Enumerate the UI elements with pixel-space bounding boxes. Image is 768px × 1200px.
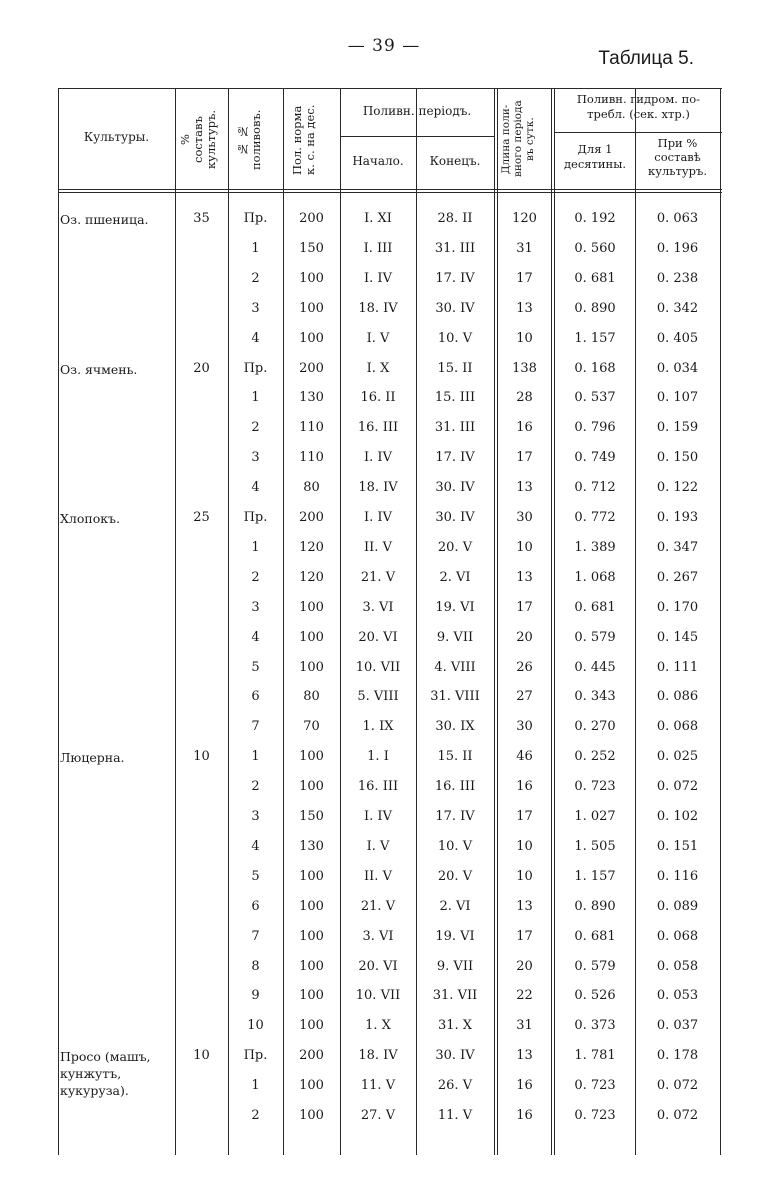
- norm-cell: 100: [299, 958, 324, 974]
- demand-per-des-cell: 1. 068: [574, 569, 616, 585]
- length-cell: 22: [516, 988, 533, 1004]
- end-cell: 31. X: [437, 1018, 473, 1034]
- norm-cell: 80: [303, 480, 320, 496]
- start-cell: 18. IV: [358, 480, 398, 496]
- end-cell: 9. VII: [436, 629, 474, 645]
- norm-cell: 100: [299, 1108, 324, 1123]
- demand-per-des-cell: 0. 681: [574, 928, 616, 944]
- demand-per-des-cell: 0. 252: [574, 749, 616, 765]
- end-cell: 15. II: [437, 749, 473, 765]
- demand-per-share-cell: 0. 178: [656, 1048, 699, 1064]
- demand-per-des-cell: 1. 389: [574, 539, 616, 555]
- length-cell: 13: [516, 1048, 533, 1064]
- demand-per-des-cell: 0. 537: [574, 390, 616, 406]
- start-cell: 16. II: [360, 390, 396, 406]
- demand-per-des-cell: 0. 681: [574, 270, 616, 286]
- irrigation-no-cell: 2: [251, 779, 260, 795]
- demand-per-share-cell: 0. 116: [656, 868, 699, 884]
- length-cell: 138: [512, 360, 537, 376]
- norm-cell: 200: [299, 1048, 324, 1064]
- length-cell: 17: [516, 270, 533, 286]
- end-cell: 31. VII: [432, 988, 478, 1004]
- demand-per-des-cell: 0. 579: [574, 629, 616, 645]
- start-cell: I. V: [366, 838, 390, 854]
- norm-cell: 80: [303, 689, 320, 705]
- length-cell: 30: [516, 719, 533, 735]
- irrigation-no-cell: 2: [251, 1108, 260, 1123]
- end-cell: 2. VI: [439, 898, 471, 914]
- end-cell: 17. IV: [435, 809, 475, 824]
- irrigation-no-cell: 5: [251, 868, 260, 884]
- norm-cell: 100: [299, 928, 324, 944]
- demand-per-des-cell: 1. 157: [574, 868, 616, 884]
- irrigation-no-cell: 7: [251, 719, 260, 735]
- end-cell: 11. V: [437, 1108, 473, 1123]
- end-cell: 30. IV: [435, 300, 475, 316]
- share-cell: 20: [193, 360, 210, 376]
- length-cell: 17: [516, 809, 533, 824]
- demand-per-des-cell: 1. 157: [574, 330, 616, 346]
- header-demand: Поливн. гидром. по- требл. (сек. хтр.): [576, 92, 701, 121]
- start-cell: 11. V: [360, 1078, 396, 1094]
- page-number: — 39 —: [347, 36, 421, 56]
- demand-per-share-cell: 0. 267: [656, 569, 699, 585]
- demand-per-share-cell: 0. 072: [656, 1078, 699, 1094]
- start-cell: 3. VI: [362, 599, 394, 615]
- demand-per-share-cell: 0. 053: [656, 988, 699, 1004]
- demand-per-des-cell: 1. 781: [574, 1048, 616, 1064]
- norm-cell: 200: [299, 360, 324, 376]
- demand-per-share-cell: 0. 122: [656, 480, 699, 496]
- norm-cell: 100: [299, 1018, 324, 1034]
- length-cell: 30: [516, 510, 533, 525]
- header-start: Начало.: [352, 154, 404, 168]
- start-cell: 20. VI: [358, 629, 398, 645]
- demand-per-share-cell: 0. 151: [656, 838, 699, 854]
- crop-cell: Люцерна.: [60, 750, 125, 766]
- header-per-share: При % составѣ культуръ.: [648, 136, 707, 178]
- end-cell: 17. IV: [435, 270, 475, 286]
- start-cell: 21. V: [360, 569, 396, 585]
- length-cell: 10: [516, 868, 533, 884]
- length-cell: 13: [516, 569, 533, 585]
- length-cell: 16: [516, 420, 533, 436]
- length-cell: 17: [516, 599, 533, 615]
- end-cell: 20. V: [437, 868, 473, 884]
- demand-per-share-cell: 0. 193: [656, 510, 699, 525]
- demand-per-share-cell: 0. 058: [656, 958, 699, 974]
- length-cell: 46: [516, 749, 533, 765]
- demand-per-share-cell: 0. 170: [656, 599, 699, 615]
- demand-per-des-cell: 1. 027: [574, 809, 616, 824]
- start-cell: 18. IV: [358, 1048, 398, 1064]
- demand-per-des-cell: 0. 723: [574, 1078, 616, 1094]
- demand-per-share-cell: 0. 037: [656, 1018, 699, 1034]
- share-cell: 10: [193, 1048, 210, 1064]
- length-cell: 16: [516, 1108, 533, 1123]
- norm-cell: 100: [299, 779, 324, 795]
- norm-cell: 100: [299, 659, 324, 675]
- demand-per-des-cell: 0. 796: [574, 420, 616, 436]
- start-cell: 21. V: [360, 898, 396, 914]
- demand-per-share-cell: 0. 342: [656, 300, 699, 316]
- header-irrigation-no: № № поливовъ.: [236, 109, 263, 171]
- demand-per-share-cell: 0. 072: [656, 1108, 699, 1123]
- length-cell: 10: [516, 330, 533, 346]
- length-cell: 26: [516, 659, 533, 675]
- demand-per-des-cell: 0. 560: [574, 240, 616, 256]
- start-cell: 27. V: [360, 1108, 396, 1123]
- length-cell: 13: [516, 300, 533, 316]
- end-cell: 17. IV: [435, 450, 475, 466]
- demand-per-share-cell: 0. 159: [656, 420, 699, 436]
- irrigation-no-cell: 1: [251, 539, 260, 555]
- irrigation-no-cell: 4: [251, 480, 260, 496]
- demand-per-share-cell: 0. 405: [656, 330, 699, 346]
- norm-cell: 200: [299, 510, 324, 525]
- irrigation-no-cell: 4: [251, 629, 260, 645]
- demand-per-des-cell: 0. 890: [574, 898, 616, 914]
- irrigation-no-cell: Пр.: [243, 360, 268, 376]
- length-cell: 31: [516, 1018, 533, 1034]
- table-label: Таблица 5.: [598, 48, 694, 69]
- header-period: Поливн. періодъ.: [362, 104, 472, 118]
- demand-per-des-cell: 0. 270: [574, 719, 616, 735]
- crop-cell: Просо (машъ, кунжутъ, кукуруза).: [60, 1049, 151, 1099]
- header-share: % составъ культуръ.: [178, 110, 218, 170]
- header-crop: Культуры.: [83, 130, 150, 144]
- norm-cell: 100: [299, 749, 324, 765]
- length-cell: 17: [516, 450, 533, 466]
- end-cell: 31. VIII: [430, 689, 480, 705]
- norm-cell: 100: [299, 988, 324, 1004]
- demand-per-share-cell: 0. 102: [656, 809, 699, 824]
- demand-per-share-cell: 0. 063: [656, 211, 699, 226]
- irrigation-no-cell: 1: [251, 749, 260, 765]
- start-cell: I. X: [366, 360, 390, 376]
- demand-per-share-cell: 0. 025: [656, 749, 699, 765]
- norm-cell: 120: [299, 539, 324, 555]
- demand-per-des-cell: 0. 712: [574, 480, 616, 496]
- irrigation-no-cell: 2: [251, 569, 260, 585]
- irrigation-no-cell: 3: [251, 809, 260, 824]
- demand-per-des-cell: 0. 526: [574, 988, 616, 1004]
- norm-cell: 120: [299, 569, 324, 585]
- demand-per-share-cell: 0. 107: [656, 390, 699, 406]
- length-cell: 27: [516, 689, 533, 705]
- demand-per-des-cell: 0. 723: [574, 779, 616, 795]
- header-length: Длина поли- вного періода въ сутк.: [500, 100, 536, 178]
- start-cell: I. IV: [364, 809, 392, 824]
- demand-per-share-cell: 0. 196: [656, 240, 699, 256]
- header-norm: Пол. норма к. с. на дес.: [290, 104, 317, 176]
- start-cell: I. IV: [364, 450, 392, 466]
- start-cell: 10. VII: [355, 659, 401, 675]
- end-cell: 30. IV: [435, 1048, 475, 1064]
- norm-cell: 100: [299, 868, 324, 884]
- norm-cell: 100: [299, 300, 324, 316]
- end-cell: 15. II: [437, 360, 473, 376]
- start-cell: 18. IV: [358, 300, 398, 316]
- irrigation-no-cell: 4: [251, 838, 260, 854]
- start-cell: 20. VI: [358, 958, 398, 974]
- norm-cell: 110: [299, 450, 324, 466]
- end-cell: 2. VI: [439, 569, 471, 585]
- start-cell: II. V: [364, 539, 392, 555]
- start-cell: 1. I: [367, 749, 389, 765]
- irrigation-no-cell: 9: [251, 988, 260, 1004]
- demand-per-share-cell: 0. 145: [656, 629, 699, 645]
- irrigation-no-cell: Пр.: [243, 1048, 268, 1064]
- demand-per-share-cell: 0. 111: [656, 659, 699, 675]
- start-cell: I. XI: [364, 211, 392, 226]
- crop-cell: Хлопокъ.: [60, 511, 120, 526]
- norm-cell: 100: [299, 330, 324, 346]
- demand-per-share-cell: 0. 068: [656, 719, 699, 735]
- start-cell: I. IV: [364, 270, 392, 286]
- irrigation-no-cell: 5: [251, 659, 260, 675]
- demand-per-des-cell: 0. 890: [574, 300, 616, 316]
- data-table: [58, 88, 722, 1155]
- irrigation-no-cell: Пр.: [243, 211, 268, 226]
- demand-per-des-cell: 0. 681: [574, 599, 616, 615]
- share-cell: 25: [193, 510, 210, 525]
- irrigation-no-cell: 4: [251, 330, 260, 346]
- end-cell: 16. III: [434, 779, 476, 795]
- irrigation-no-cell: 2: [251, 420, 260, 436]
- demand-per-share-cell: 0. 068: [656, 928, 699, 944]
- length-cell: 20: [516, 629, 533, 645]
- end-cell: 10. V: [437, 838, 473, 854]
- demand-per-share-cell: 0. 034: [656, 360, 699, 376]
- end-cell: 4. VIII: [434, 659, 476, 675]
- end-cell: 30. IV: [435, 510, 475, 525]
- share-cell: 10: [193, 749, 210, 765]
- norm-cell: 130: [299, 390, 324, 406]
- norm-cell: 100: [299, 1078, 324, 1094]
- irrigation-no-cell: 6: [251, 898, 260, 914]
- share-cell: 35: [193, 211, 210, 226]
- end-cell: 20. V: [437, 539, 473, 555]
- length-cell: 20: [516, 958, 533, 974]
- demand-per-share-cell: 0. 150: [656, 450, 699, 466]
- norm-cell: 70: [303, 719, 320, 735]
- norm-cell: 200: [299, 211, 324, 226]
- irrigation-no-cell: 8: [251, 958, 260, 974]
- end-cell: 28. II: [437, 211, 473, 226]
- irrigation-no-cell: 6: [251, 689, 260, 705]
- norm-cell: 100: [299, 629, 324, 645]
- length-cell: 120: [512, 211, 537, 226]
- irrigation-no-cell: 3: [251, 599, 260, 615]
- demand-per-share-cell: 0. 089: [656, 898, 699, 914]
- start-cell: I. III: [363, 240, 393, 256]
- length-cell: 16: [516, 1078, 533, 1094]
- length-cell: 13: [516, 898, 533, 914]
- header-per-desyatina: Для 1 десятины.: [563, 142, 627, 171]
- end-cell: 31. III: [434, 420, 476, 436]
- length-cell: 31: [516, 240, 533, 256]
- norm-cell: 150: [299, 809, 324, 824]
- norm-cell: 100: [299, 270, 324, 286]
- norm-cell: 150: [299, 240, 324, 256]
- demand-per-des-cell: 0. 723: [574, 1108, 616, 1123]
- end-cell: 30. IV: [435, 480, 475, 496]
- end-cell: 31. III: [434, 240, 476, 256]
- start-cell: 5. VIII: [357, 689, 399, 705]
- norm-cell: 100: [299, 898, 324, 914]
- crop-cell: Оз. ячмень.: [60, 361, 138, 377]
- demand-per-share-cell: 0. 347: [656, 539, 699, 555]
- start-cell: I. V: [366, 330, 390, 346]
- length-cell: 10: [516, 539, 533, 555]
- length-cell: 17: [516, 928, 533, 944]
- length-cell: 28: [516, 390, 533, 406]
- start-cell: I. IV: [364, 510, 392, 525]
- demand-per-des-cell: 0. 749: [574, 450, 616, 466]
- irrigation-no-cell: 1: [251, 240, 260, 256]
- irrigation-no-cell: 2: [251, 270, 260, 286]
- irrigation-no-cell: 3: [251, 450, 260, 466]
- demand-per-des-cell: 0. 168: [574, 360, 616, 376]
- start-cell: 3. VI: [362, 928, 394, 944]
- header-end: Конецъ.: [429, 154, 481, 168]
- irrigation-no-cell: 10: [247, 1018, 264, 1034]
- irrigation-no-cell: 7: [251, 928, 260, 944]
- demand-per-des-cell: 0. 192: [574, 211, 616, 226]
- demand-per-share-cell: 0. 072: [656, 779, 699, 795]
- irrigation-no-cell: 1: [251, 1078, 260, 1094]
- length-cell: 10: [516, 838, 533, 854]
- length-cell: 13: [516, 480, 533, 496]
- start-cell: 1. X: [365, 1018, 391, 1034]
- crop-cell: Оз. пшеница.: [60, 212, 149, 227]
- demand-per-des-cell: 0. 772: [574, 510, 616, 525]
- irrigation-no-cell: 1: [251, 390, 260, 406]
- norm-cell: 110: [299, 420, 324, 436]
- demand-per-des-cell: 0. 373: [574, 1018, 616, 1034]
- start-cell: 16. III: [357, 420, 399, 436]
- end-cell: 9. VII: [436, 958, 474, 974]
- demand-per-des-cell: 1. 505: [574, 838, 616, 854]
- demand-per-des-cell: 0. 579: [574, 958, 616, 974]
- irrigation-no-cell: 3: [251, 300, 260, 316]
- end-cell: 26. V: [437, 1078, 473, 1094]
- start-cell: II. V: [364, 868, 392, 884]
- start-cell: 1. IX: [362, 719, 394, 735]
- irrigation-no-cell: Пр.: [243, 510, 268, 525]
- norm-cell: 130: [299, 838, 324, 854]
- demand-per-share-cell: 0. 238: [656, 270, 699, 286]
- end-cell: 19. VI: [435, 599, 475, 615]
- start-cell: 16. III: [357, 779, 399, 795]
- end-cell: 30. IX: [435, 719, 475, 735]
- end-cell: 19. VI: [435, 928, 475, 944]
- demand-per-des-cell: 0. 445: [574, 659, 616, 675]
- demand-per-des-cell: 0. 343: [574, 689, 616, 705]
- end-cell: 15. III: [434, 390, 476, 406]
- demand-per-share-cell: 0. 086: [656, 689, 699, 705]
- norm-cell: 100: [299, 599, 324, 615]
- start-cell: 10. VII: [355, 988, 401, 1004]
- end-cell: 10. V: [437, 330, 473, 346]
- length-cell: 16: [516, 779, 533, 795]
